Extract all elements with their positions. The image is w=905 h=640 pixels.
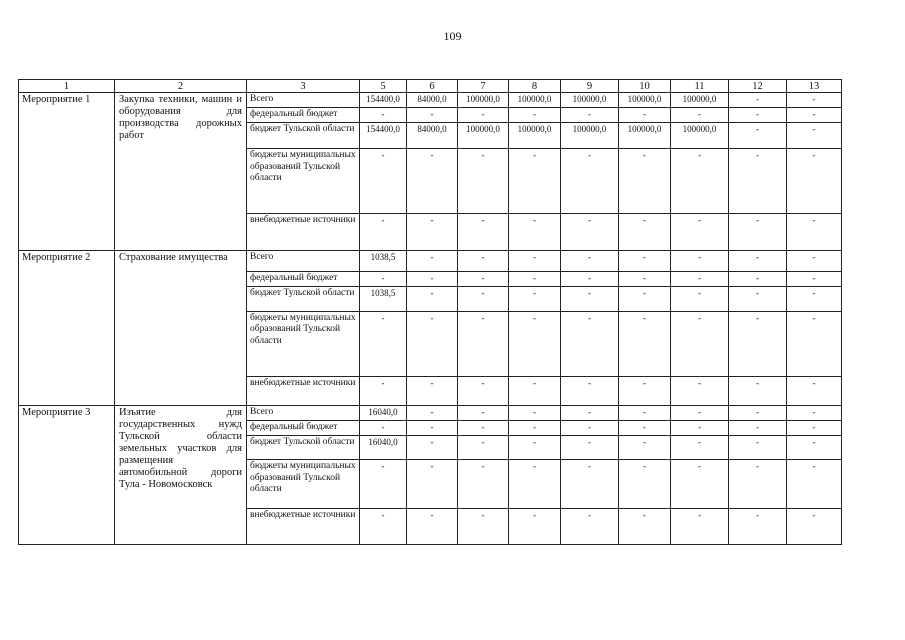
value-cell: - — [671, 460, 729, 509]
value-cell: - — [509, 376, 561, 406]
value-cell: - — [671, 149, 729, 214]
value-cell: 100000,0 — [671, 93, 729, 108]
value-cell: - — [619, 509, 671, 545]
source-municipal: бюджеты муниципальных образований Тульской области — [247, 311, 360, 376]
source-offbudget: внебюджетные источники — [247, 509, 360, 545]
value-cell: - — [360, 214, 407, 251]
value-cell: - — [561, 421, 619, 436]
event-title: Мероприятие 2 — [19, 251, 115, 406]
value-cell: - — [729, 93, 787, 108]
header-cell: 13 — [787, 80, 842, 93]
value-cell: - — [509, 435, 561, 459]
value-cell: - — [619, 376, 671, 406]
value-cell: - — [561, 287, 619, 311]
value-cell: - — [671, 376, 729, 406]
value-cell: 1038,5 — [360, 287, 407, 311]
budget-table — [18, 79, 842, 545]
value-cell: - — [787, 406, 842, 421]
value-cell: - — [561, 376, 619, 406]
value-cell: - — [561, 149, 619, 214]
value-cell: 100000,0 — [458, 122, 509, 148]
value-cell: - — [509, 406, 561, 421]
value-cell: - — [671, 509, 729, 545]
page-number: 109 — [443, 29, 462, 43]
value-cell: 84000,0 — [407, 93, 458, 108]
value-cell: - — [671, 214, 729, 251]
value-cell: - — [619, 287, 671, 311]
event-description: Изъятие для государственных нужд Тульской области земельных участков для размещения автомобильной дороги Тула - Новомосковск — [115, 406, 247, 545]
value-cell: - — [787, 272, 842, 287]
source-regional: бюджет Тульской области — [247, 435, 360, 459]
value-cell: - — [458, 311, 509, 376]
event-description: Закупка техники, машин и оборудования для производства дорожных работ — [115, 93, 247, 251]
header-cell: 10 — [619, 80, 671, 93]
value-cell: - — [561, 108, 619, 123]
value-cell: - — [458, 376, 509, 406]
value-cell: - — [671, 251, 729, 272]
value-cell: - — [407, 214, 458, 251]
value-cell: - — [619, 149, 671, 214]
value-cell: - — [407, 311, 458, 376]
value-cell: - — [561, 311, 619, 376]
value-cell: - — [561, 460, 619, 509]
value-cell: - — [787, 122, 842, 148]
value-cell: - — [787, 376, 842, 406]
value-cell: - — [407, 509, 458, 545]
value-cell: - — [671, 406, 729, 421]
value-cell: 154400,0 — [360, 93, 407, 108]
value-cell: - — [458, 460, 509, 509]
value-cell: - — [787, 93, 842, 108]
value-cell: - — [729, 287, 787, 311]
value-cell: - — [671, 435, 729, 459]
value-cell: - — [458, 287, 509, 311]
header-cell: 7 — [458, 80, 509, 93]
value-cell: - — [360, 421, 407, 436]
source-regional: бюджет Тульской области — [247, 287, 360, 311]
value-cell: - — [407, 421, 458, 436]
value-cell: - — [509, 311, 561, 376]
value-cell: - — [360, 376, 407, 406]
value-cell: - — [407, 149, 458, 214]
value-cell: - — [671, 311, 729, 376]
value-cell: - — [509, 108, 561, 123]
value-cell: - — [360, 108, 407, 123]
value-cell: 100000,0 — [671, 122, 729, 148]
source-offbudget: внебюджетные источники — [247, 214, 360, 251]
value-cell: - — [671, 421, 729, 436]
value-cell: - — [509, 272, 561, 287]
value-cell: - — [458, 251, 509, 272]
value-cell: - — [619, 251, 671, 272]
value-cell: - — [458, 406, 509, 421]
value-cell: - — [458, 272, 509, 287]
value-cell: - — [729, 460, 787, 509]
table-row — [19, 93, 842, 108]
source-municipal: бюджеты муниципальных образований Тульской области — [247, 149, 360, 214]
value-cell: - — [407, 108, 458, 123]
source-federal: федеральный бюджет — [247, 272, 360, 287]
source-regional: бюджет Тульской области — [247, 122, 360, 148]
value-cell: - — [729, 509, 787, 545]
value-cell: - — [787, 251, 842, 272]
value-cell: 100000,0 — [619, 122, 671, 148]
value-cell: 16040,0 — [360, 406, 407, 421]
value-cell: - — [360, 509, 407, 545]
header-cell: 12 — [729, 80, 787, 93]
header-cell: 1 — [19, 80, 115, 93]
value-cell: - — [407, 406, 458, 421]
value-cell: - — [729, 251, 787, 272]
value-cell: - — [729, 149, 787, 214]
value-cell: - — [619, 460, 671, 509]
value-cell: - — [787, 509, 842, 545]
header-cell: 11 — [671, 80, 729, 93]
value-cell: - — [407, 272, 458, 287]
header-cell: 2 — [115, 80, 247, 93]
value-cell: - — [619, 421, 671, 436]
value-cell: - — [619, 272, 671, 287]
value-cell: - — [729, 214, 787, 251]
value-cell: - — [360, 149, 407, 214]
value-cell: - — [729, 108, 787, 123]
value-cell: - — [407, 460, 458, 509]
value-cell: - — [360, 311, 407, 376]
value-cell: - — [729, 435, 787, 459]
value-cell: - — [458, 509, 509, 545]
header-cell: 5 — [360, 80, 407, 93]
value-cell: - — [407, 376, 458, 406]
value-cell: 100000,0 — [561, 122, 619, 148]
value-cell: - — [561, 406, 619, 421]
value-cell: - — [729, 122, 787, 148]
value-cell: 16040,0 — [360, 435, 407, 459]
value-cell: - — [671, 108, 729, 123]
value-cell: - — [729, 272, 787, 287]
value-cell: - — [561, 214, 619, 251]
value-cell: - — [787, 435, 842, 459]
source-total: Всего — [247, 93, 360, 108]
value-cell: - — [671, 272, 729, 287]
header-row — [19, 80, 842, 93]
value-cell: - — [360, 272, 407, 287]
source-total: Всего — [247, 251, 360, 272]
header-cell: 9 — [561, 80, 619, 93]
value-cell: - — [458, 435, 509, 459]
value-cell: - — [509, 460, 561, 509]
value-cell: - — [561, 509, 619, 545]
value-cell: - — [729, 376, 787, 406]
value-cell: - — [407, 435, 458, 459]
value-cell: - — [619, 214, 671, 251]
value-cell: - — [360, 460, 407, 509]
value-cell: 100000,0 — [561, 93, 619, 108]
value-cell: - — [787, 149, 842, 214]
value-cell: 100000,0 — [509, 122, 561, 148]
value-cell: - — [509, 214, 561, 251]
value-cell: - — [407, 287, 458, 311]
value-cell: - — [787, 108, 842, 123]
value-cell: - — [561, 435, 619, 459]
value-cell: - — [671, 287, 729, 311]
value-cell: - — [407, 251, 458, 272]
value-cell: - — [787, 287, 842, 311]
value-cell: 84000,0 — [407, 122, 458, 148]
value-cell: 100000,0 — [619, 93, 671, 108]
value-cell: - — [509, 149, 561, 214]
value-cell: - — [458, 108, 509, 123]
value-cell: - — [619, 311, 671, 376]
source-offbudget: внебюджетные источники — [247, 376, 360, 406]
event-description: Страхование имущества — [115, 251, 247, 406]
value-cell: - — [509, 509, 561, 545]
value-cell: - — [561, 251, 619, 272]
value-cell: - — [458, 421, 509, 436]
value-cell: - — [619, 108, 671, 123]
source-federal: федеральный бюджет — [247, 108, 360, 123]
value-cell: - — [561, 272, 619, 287]
source-municipal: бюджеты муниципальных образований Тульской области — [247, 460, 360, 509]
value-cell: - — [619, 406, 671, 421]
value-cell: 100000,0 — [509, 93, 561, 108]
value-cell: - — [619, 435, 671, 459]
value-cell: - — [458, 214, 509, 251]
header-cell: 6 — [407, 80, 458, 93]
table-row — [19, 406, 842, 421]
value-cell: 1038,5 — [360, 251, 407, 272]
source-total: Всего — [247, 406, 360, 421]
value-cell: - — [787, 311, 842, 376]
table-row — [19, 251, 842, 272]
value-cell: - — [458, 149, 509, 214]
value-cell: - — [509, 421, 561, 436]
header-cell: 8 — [509, 80, 561, 93]
header-cell: 3 — [247, 80, 360, 93]
value-cell: - — [509, 251, 561, 272]
value-cell: 100000,0 — [458, 93, 509, 108]
value-cell: - — [787, 460, 842, 509]
value-cell: - — [787, 214, 842, 251]
value-cell: - — [509, 287, 561, 311]
event-title: Мероприятие 1 — [19, 93, 115, 251]
value-cell: 154400,0 — [360, 122, 407, 148]
source-federal: федеральный бюджет — [247, 421, 360, 436]
value-cell: - — [729, 406, 787, 421]
value-cell: - — [787, 421, 842, 436]
value-cell: - — [729, 311, 787, 376]
event-title: Мероприятие 3 — [19, 406, 115, 545]
value-cell: - — [729, 421, 787, 436]
